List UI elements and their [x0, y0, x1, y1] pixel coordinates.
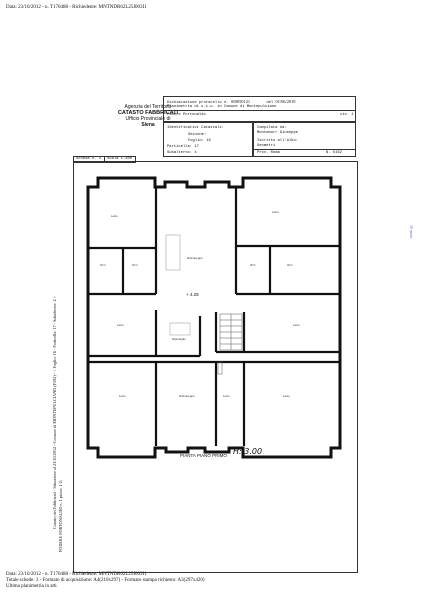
room-letto-bottom-right: Letto [283, 394, 290, 398]
protocol-label: Dichiarazione protocollo n. [167, 101, 229, 105]
inner-walls [89, 188, 339, 446]
compiled-label: Compilata da: [257, 126, 287, 130]
catasto-title: CATASTO FABBRICATI [117, 110, 179, 116]
address: Podere Portonaldo [167, 113, 206, 117]
compiler-name: Montemurr Giuseppe [257, 131, 299, 135]
room-wc-2: W.C. [132, 263, 139, 267]
registration-number: N. 5162 [326, 151, 342, 155]
protocol-number: SI0050121 [230, 99, 251, 104]
subalterno: Subalterno: 4 [167, 151, 197, 155]
identifiers-heading: Identificativi Catastali: [167, 126, 224, 130]
room-fixtures [166, 235, 190, 335]
room-letto-top-right: Letto [272, 210, 279, 214]
room-wc-1: W.C. [100, 263, 107, 267]
room-wc-3: W.C. [250, 263, 257, 267]
sezione: Sezione: [188, 133, 207, 137]
province: Prov. Roma [257, 151, 280, 155]
room-ripostiglio: Ripostiglio [172, 337, 186, 341]
plan-title: Planimetria di u.i.u. in Comune di Montepulciano [167, 105, 277, 109]
bottom-request-line: Data: 23/10/2012 - n. T170488 - Richiedente: MNTNDR62L25I003I1 [6, 572, 147, 577]
staircase [218, 314, 242, 374]
room-letto-middle-right: Letto [293, 323, 300, 327]
total-sheets-line: Totale schede: 3 - Formato di acquisizione: A4(210x297) - Formato stampa richiesto: A3(297x420) [6, 578, 205, 583]
last-plan-line: Ultima planimetria in atti [6, 584, 57, 589]
left-margin-address: PODERE PORTONALDO n. 1 piano: 1-2; [58, 480, 63, 553]
room-letto-bottom-middle: Letto [223, 394, 230, 398]
scale: Scala 1:200 [107, 157, 133, 161]
room-disimpegno-top: Disimpegno [187, 256, 203, 260]
declaration-date: 01/06/2010 [275, 99, 296, 104]
scale-bar-label: 10 metri [409, 225, 414, 239]
room-letto-top-left: Letto [111, 214, 118, 218]
office-label: Ufficio Provinciale di [125, 116, 171, 122]
room-wc-4: W.C. [287, 263, 294, 267]
height-marker: + 4.28 [186, 292, 199, 297]
agency-name: Agenzia del Territorio [124, 104, 172, 110]
civic-number: civ. 1 [340, 113, 354, 117]
outer-walls [88, 178, 340, 457]
left-margin-situation: Catasto dei Fabbricati - Situazione al 23/10/2012 - Comune di MONTEPULCIANO (F592) - < Foglio: 16 - Particella: 17 - Subalterno: 4 > [52, 296, 57, 529]
foglio: Foglio: 16 [188, 139, 211, 143]
scheda-number: Scheda n. 2 [76, 157, 102, 161]
handwritten-height: H: 3.00 [233, 447, 263, 456]
albo-value: Geometri [257, 144, 276, 148]
top-request-line: Data: 23/10/2012 - n. T170488 - Richiedente: MNTNDR62L25I003I1 [6, 5, 147, 10]
floor-label: PIANTA PIANO PRIMO [180, 453, 227, 458]
office-city: Siena [141, 122, 155, 128]
albo-label: Iscritto all'albo: [257, 139, 299, 143]
particella: Particella: 17 [167, 145, 199, 149]
room-letto-bottom-left: Letto [119, 394, 126, 398]
date-label: del [266, 101, 274, 105]
room-letto-middle-left: Letto [117, 323, 124, 327]
room-disimpegno-bottom: Disimpegno [179, 394, 195, 398]
